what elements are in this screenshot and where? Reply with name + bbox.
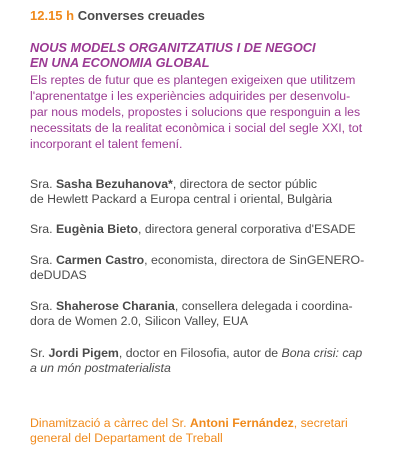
description-line: necessitats de la realitat econòmica i social del segle XXI, tot — [30, 121, 363, 135]
speaker-role: , economista, directora de SinGENERO- — [144, 253, 365, 267]
speaker-honorific: Sr. — [30, 346, 46, 360]
speaker-role-cont: de Hewlett Packard a Europa central i oriental, Bulgària — [30, 192, 333, 206]
speaker-entry — [30, 222, 396, 237]
speaker-entry — [30, 177, 396, 207]
speaker-honorific: Sra. — [30, 222, 53, 236]
speaker-role: , directora de sector públic — [172, 177, 318, 191]
speaker-name: Carmen Castro — [55, 253, 145, 267]
description-line: Els reptes de futur que es plantegen exigeixen que utilitzem — [30, 73, 356, 87]
moderator-name: Antoni Fernández — [189, 416, 294, 430]
session-time: 12.15 h — [30, 8, 75, 23]
title-line: EN UNA ECONOMIA GLOBAL — [30, 55, 210, 70]
speaker-honorific: Sra. — [30, 299, 53, 313]
session-title — [30, 40, 396, 70]
moderator-role-cont: general del Departament de Treball — [30, 431, 223, 445]
description-line: incorporant el talent femení. — [30, 137, 183, 151]
speaker-name: Sasha Bezuhanova* — [55, 177, 173, 191]
speaker-role-cont: dora de Women 2.0, Silicon Valley, EUA — [30, 314, 249, 328]
speaker-honorific: Sra. — [30, 253, 53, 267]
moderator-entry — [30, 416, 396, 446]
speaker-entry — [30, 299, 396, 329]
book-title-cont: a un món postmaterialista — [30, 361, 171, 375]
moderator-prefix: Dinamització a càrrec del Sr. — [30, 416, 190, 430]
speaker-name: Shaherose Charania — [55, 299, 175, 313]
title-line: NOUS MODELS ORGANITZATIUS I DE NEGOCI — [30, 40, 316, 55]
speaker-role: , directora general corporativa d'ESADE — [137, 222, 356, 236]
description-line: par nous models, propostes i solucions que responguin a les — [30, 105, 361, 119]
speaker-role-cont: deDUDAS — [30, 268, 87, 282]
description-line: l'aprenentatge i les experiències adquirides per desenvolu- — [30, 89, 351, 103]
speaker-honorific: Sra. — [30, 177, 53, 191]
session-header — [30, 8, 396, 23]
speaker-name: Jordi Pigem — [48, 346, 119, 360]
speaker-role: , consellera delegada i coordina- — [174, 299, 353, 313]
speaker-role: , doctor en Filosofia, autor de — [118, 346, 282, 360]
session-description — [30, 72, 396, 152]
speaker-entry — [30, 346, 396, 376]
book-title: Bona crisi: cap — [281, 346, 363, 360]
moderator-role: , secretari — [293, 416, 348, 430]
speaker-entry — [30, 253, 396, 283]
speaker-name: Eugènia Bieto — [55, 222, 138, 236]
session-type: Converses creuades — [77, 8, 205, 23]
